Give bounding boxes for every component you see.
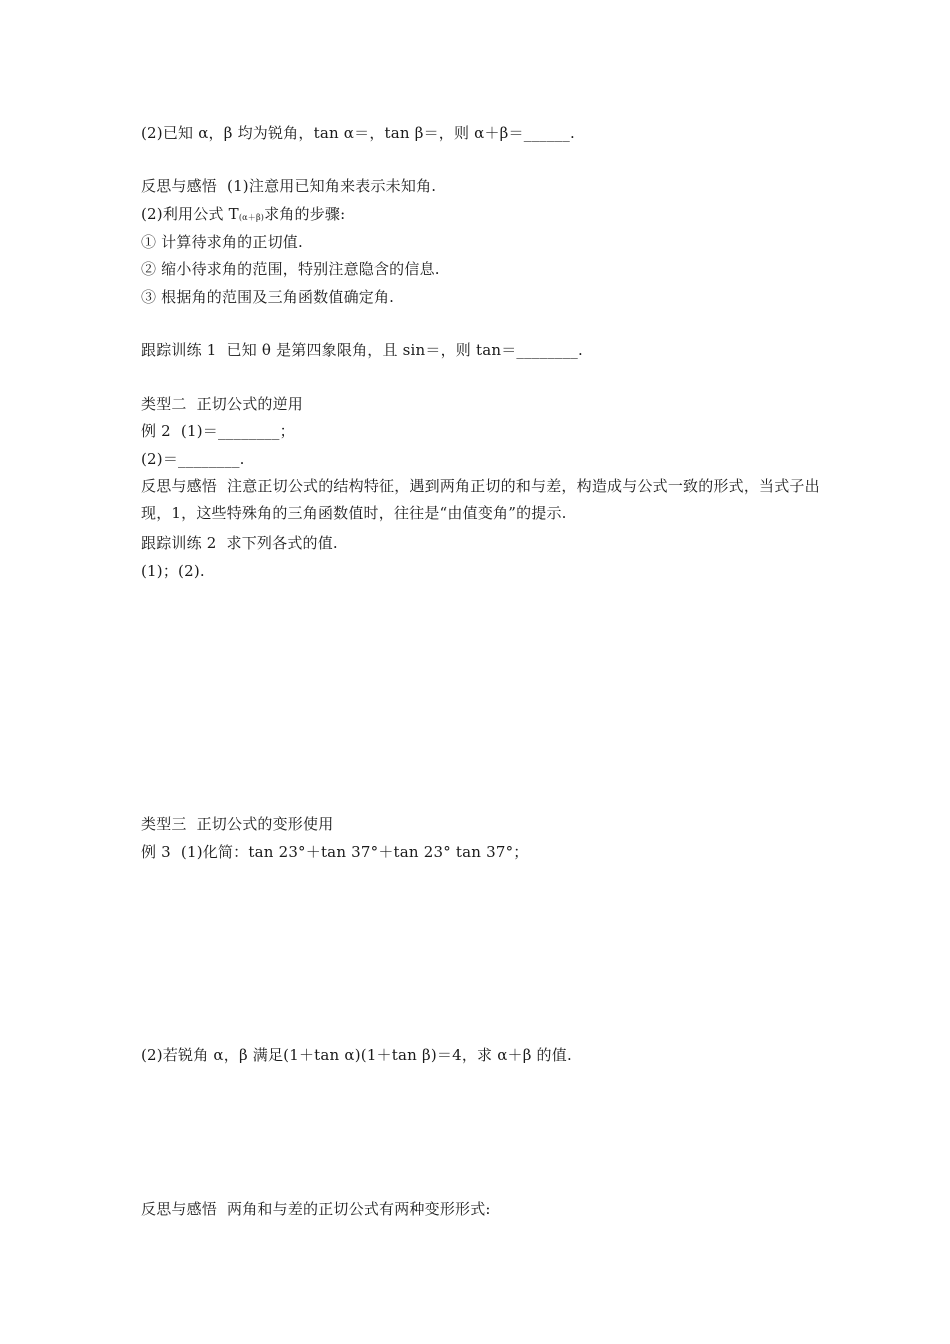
type-2-body: 正切公式的逆用 (196, 395, 304, 413)
type-2-heading (141, 394, 303, 414)
reflection-2-body: 注意正切公式的结构特征，遇到两角正切的和与差，构造成与公式一致的形式，当式子出现，1，这些特殊角的三角函数值时，往往是“由值变角”的提示. (141, 477, 820, 522)
example-2 (141, 421, 295, 441)
example-3-body: (1)化简：tan 23°＋tan 37°＋tan 23° tan 37°； (180, 843, 529, 861)
reflection-1-body: (1)注意用已知角来表示未知角. (227, 177, 437, 195)
step-2 (141, 259, 440, 279)
reflection-3 (141, 1199, 491, 1219)
example-3-part-2 (141, 1045, 572, 1065)
question-2-text: (2)已知 α，β 均为锐角，tan α＝，tan β＝，则 α＋β＝______. (141, 124, 575, 142)
example-2-title: 例 2 (141, 422, 171, 440)
type-3-title: 类型三 (141, 815, 187, 833)
reflection-3-body: 两角和与差的正切公式有两种变形形式: (227, 1200, 491, 1218)
step-3 (141, 287, 394, 307)
type-3-heading (141, 814, 333, 834)
step-2-text: ② 缩小待求角的范围，特别注意隐含的信息. (141, 260, 440, 278)
reflection-1-title: 反思与感悟 (141, 177, 218, 195)
example-3 (141, 842, 528, 862)
tracking-exercise-2 (141, 533, 338, 553)
reflection-1-steps-intro (141, 204, 345, 228)
tracking-exercise-1-title: 跟踪训练 1 (141, 341, 217, 359)
step-3-text: ③ 根据角的范围及三角函数值确定角. (141, 288, 395, 306)
type-2-title: 类型二 (141, 395, 187, 413)
steps-intro-text-a: (2)利用公式 T (141, 205, 239, 223)
reflection-1 (141, 176, 436, 196)
step-1 (141, 232, 303, 252)
example-2-part-2-text: (2)＝________. (141, 450, 245, 468)
tracking-exercise-1-body: 已知 θ 是第四象限角，且 sin＝，则 tan＝________. (226, 341, 583, 359)
example-3-part-2-text: (2)若锐角 α，β 满足(1＋tan α)(1＋tan β)＝4，求 α＋β 的值. (141, 1046, 572, 1064)
tracking-exercise-1 (141, 340, 583, 360)
example-3-title: 例 3 (141, 843, 171, 861)
question-2 (141, 123, 575, 143)
tracking-exercise-2-title: 跟踪训练 2 (141, 534, 217, 552)
tracking-exercise-2-parts-text: (1)；(2). (141, 562, 205, 580)
type-3-body: 正切公式的变形使用 (196, 815, 334, 833)
reflection-3-title: 反思与感悟 (141, 1200, 218, 1218)
steps-intro-text-b: 求角的步骤: (264, 205, 346, 223)
example-2-part-2 (141, 449, 245, 469)
tracking-exercise-2-parts (141, 561, 205, 581)
reflection-2-title: 反思与感悟 (141, 477, 218, 495)
reflection-2 (141, 473, 841, 527)
formula-subscript: (α＋β) (238, 213, 265, 222)
step-1-text: ① 计算待求角的正切值. (141, 233, 303, 251)
example-2-body: (1)＝________； (180, 422, 295, 440)
tracking-exercise-2-body: 求下列各式的值. (226, 534, 338, 552)
